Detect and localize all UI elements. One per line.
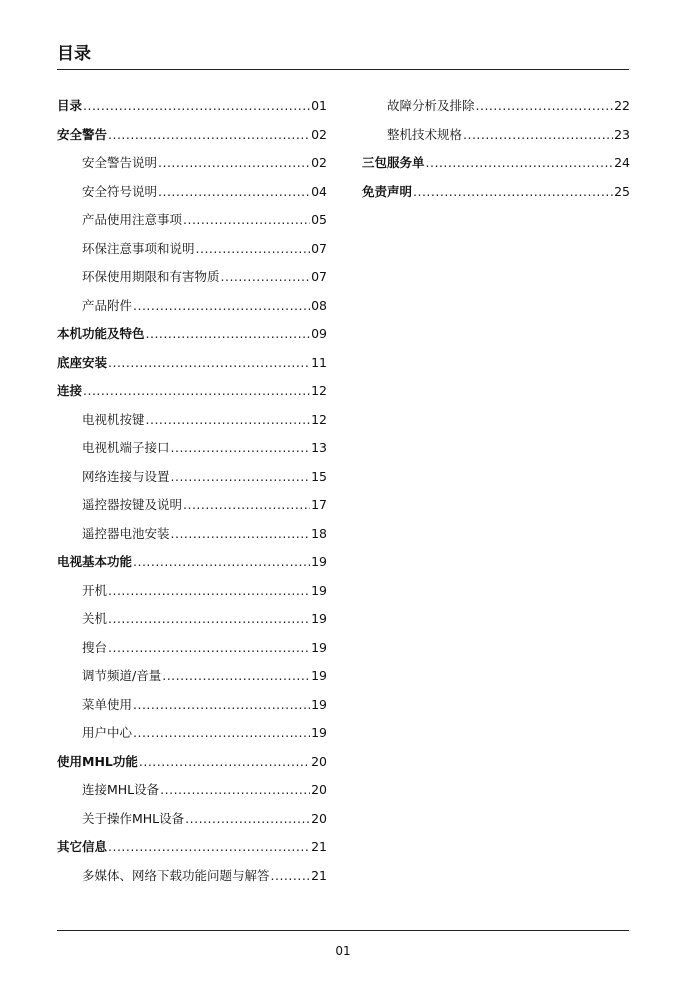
dot-leader [171,469,311,485]
toc-entry-page-number: 20 [311,753,327,769]
toc-entry-label: 遥控器按键及说明 [82,497,183,513]
toc-section-entry[interactable] [57,320,327,349]
toc-subsection-entry[interactable] [57,406,327,435]
toc-subsection-entry[interactable] [57,577,327,606]
toc-subsection-entry[interactable] [57,463,327,492]
dot-leader [133,298,310,314]
toc-entry-page-number: 25 [614,183,630,199]
toc-subsection-entry[interactable] [57,776,327,805]
header-divider [57,69,629,70]
dot-leader [413,184,613,200]
dot-leader [183,497,310,513]
toc-entry-label: 电视机按键 [82,411,145,427]
toc-section-entry[interactable] [57,92,327,121]
toc-entry-label: 菜单使用 [82,696,133,712]
toc-entry-label: 整机技术规格 [387,126,463,142]
toc-section-entry[interactable] [57,349,327,378]
dot-leader [108,611,310,627]
toc-subsection-entry[interactable] [57,263,327,292]
dot-leader [426,155,614,171]
toc-entry-page-number: 19 [311,554,327,570]
toc-entry-label: 免责声明 [362,183,413,199]
dot-leader [108,640,310,656]
toc-entry-label: 其它信息 [57,839,108,855]
dot-leader [133,554,310,570]
toc-entry-page-number: 13 [311,440,327,456]
toc-entry-page-number: 02 [311,155,327,171]
toc-entry-page-number: 20 [311,810,327,826]
toc-entry-page-number: 04 [311,183,327,199]
toc-entry-page-number: 19 [311,611,327,627]
toc-entry-label: 搜台 [82,639,108,655]
dot-leader [171,440,311,456]
dot-leader [139,754,310,770]
toc-entry-page-number: 02 [311,126,327,142]
toc-entry-page-number: 05 [311,212,327,228]
toc-entry-label: 调节频道/音量 [82,668,162,684]
toc-entry-label: 网络连接与设置 [82,468,170,484]
toc-entry-page-number: 07 [311,240,327,256]
toc-subsection-entry[interactable] [57,719,327,748]
toc-entry-label: 环保注意事项和说明 [82,240,195,256]
toc-entry-label: 使用MHL功能 [57,753,138,769]
dot-leader [108,127,310,143]
toc-entry-page-number: 24 [614,155,630,171]
toc-subsection-entry[interactable] [57,206,327,235]
toc-entry-label: 故障分析及排除 [387,98,475,114]
dot-leader [158,184,310,200]
toc-entry-page-number: 07 [311,269,327,285]
dot-leader [160,782,310,798]
toc-entry-page-number: 15 [311,468,327,484]
dot-leader [146,412,311,428]
toc-entry-page-number: 19 [311,725,327,741]
dot-leader [183,212,310,228]
toc-column-left [57,92,327,890]
toc-entry-page-number: 17 [311,497,327,513]
footer-divider [57,930,629,931]
dot-leader [171,526,311,542]
toc-subsection-entry[interactable] [57,634,327,663]
toc-subsection-entry[interactable] [57,691,327,720]
toc-entry-label: 底座安装 [57,354,108,370]
toc-entry-page-number: 11 [311,354,327,370]
toc-entry-page-number: 20 [311,782,327,798]
toc-entry-label: 电视基本功能 [57,554,133,570]
toc-entry-page-number: 18 [311,525,327,541]
toc-entry-label: 环保使用期限和有害物质 [82,269,220,285]
dot-leader [133,697,310,713]
toc-subsection-entry[interactable] [57,434,327,463]
toc-entry-page-number: 09 [311,326,327,342]
toc-subsection-entry[interactable] [57,292,327,321]
toc-section-entry[interactable] [57,748,327,777]
toc-section-entry[interactable] [57,548,327,577]
dot-leader [463,127,613,143]
toc-entry-label: 开机 [82,582,108,598]
toc-subsection-entry[interactable] [57,178,327,207]
dot-leader [108,583,310,599]
toc-entry-label: 关于操作MHL设备 [82,810,185,826]
toc-section-entry[interactable] [57,377,327,406]
toc-entry-label: 产品附件 [82,297,133,313]
dot-leader [133,725,310,741]
toc-entry-page-number: 01 [311,98,327,114]
toc-entry-page-number: 21 [311,839,327,855]
toc-entry-label: 遥控器电池安装 [82,525,170,541]
toc-subsection-entry[interactable] [57,235,327,264]
toc-entry-page-number: 08 [311,297,327,313]
toc-entry-page-number: 19 [311,696,327,712]
toc-entry-page-number: 23 [614,126,630,142]
toc-subsection-entry[interactable] [57,805,327,834]
dot-leader [83,98,310,114]
toc-section-entry[interactable] [362,178,630,207]
dot-leader [108,839,310,855]
toc-section-entry[interactable] [57,121,327,150]
toc-subsection-entry[interactable] [57,662,327,691]
toc-entry-page-number: 22 [614,98,630,114]
toc-entry-label: 安全符号说明 [82,183,158,199]
toc-subsection-entry[interactable] [57,862,327,891]
toc-entry-label: 连接MHL设备 [82,782,160,798]
dot-leader [146,326,311,342]
toc-entry-page-number: 19 [311,582,327,598]
toc-entry-label: 关机 [82,611,108,627]
toc-entry-page-number: 19 [311,668,327,684]
toc-entry-label: 安全警告 [57,126,108,142]
toc-entry-label: 产品使用注意事项 [82,212,183,228]
toc-subsection-entry[interactable] [57,520,327,549]
dot-leader [108,355,310,371]
toc-subsection-entry[interactable] [362,92,630,121]
toc-column-right [362,92,630,206]
toc-entry-label: 目录 [57,98,83,114]
dot-leader [162,668,310,684]
dot-leader [476,98,614,114]
toc-entry-page-number: 19 [311,639,327,655]
toc-entry-page-number: 21 [311,867,327,883]
dot-leader [158,155,310,171]
toc-entry-label: 连接 [57,383,83,399]
toc-subsection-entry[interactable] [57,605,327,634]
toc-subsection-entry[interactable] [57,491,327,520]
toc-entry-page-number: 12 [311,411,327,427]
page-title: 目录 [57,44,91,64]
toc-entry-label: 电视机端子接口 [82,440,170,456]
toc-entry-label: 三包服务单 [362,155,425,171]
dot-leader [185,811,310,827]
toc-entry-label: 安全警告说明 [82,155,158,171]
dot-leader [196,241,311,257]
dot-leader [83,383,310,399]
dot-leader [221,269,311,285]
toc-subsection-entry[interactable] [362,121,630,150]
toc-section-entry[interactable] [362,149,630,178]
toc-entry-page-number: 12 [311,383,327,399]
dot-leader [271,868,311,884]
toc-entry-label: 多媒体、网络下载功能问题与解答 [82,867,270,883]
toc-section-entry[interactable] [57,833,327,862]
footer-page-number: 01 [335,944,351,958]
toc-entry-label: 本机功能及特色 [57,326,145,342]
toc-entry-label: 用户中心 [82,725,133,741]
toc-subsection-entry[interactable] [57,149,327,178]
